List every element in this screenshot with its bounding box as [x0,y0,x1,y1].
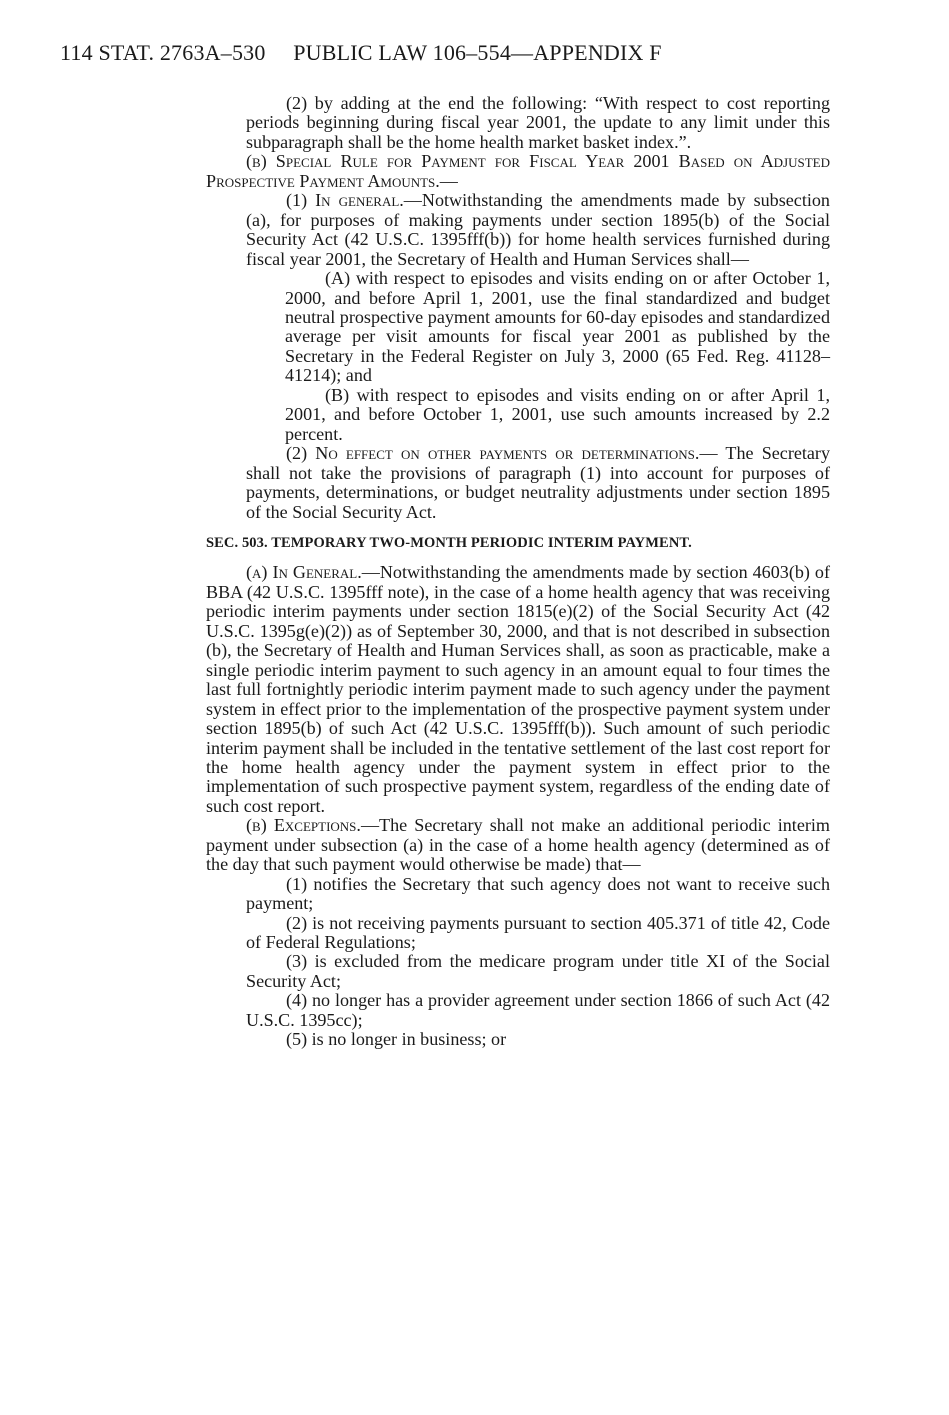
subsection-b-exceptions [206,816,830,874]
subsection-a-in-general [206,563,830,816]
exceptions-label: (b) Exceptions. [246,815,361,836]
paragraph-2-text: — The Secretary shall not take the provisions of paragraph (1) into account for purposes of payments, determinations, or budget neutrality adjustments under section 1895 of the Social Security Act. [246,443,830,522]
paragraph-1-in-general [206,191,830,269]
subsection-a-label: (a) In General. [246,562,362,583]
exception-3: (3) is excluded from the medicare program under title XI of the Social Security Act; [246,951,830,991]
exceptions-text: —The Secretary shall not make an additional periodic interim payment under subsection (a) in the case of a home health agency (determined as of the day that such payment would otherwise be made) that— [206,815,830,875]
paragraph-1-text: —Notwithstanding the amendments made by subsection (a), for purposes of making payments under section 1895(b) of the Social Security Act (42 U.S.C. 1395fff(b)) for home health services furnished during fiscal year 2001, the Secretary of Health and Human Services shall— [246,190,830,269]
exception-4: (4) no longer has a provider agreement under section 1866 of such Act (42 U.S.C. 1395cc); [246,990,830,1030]
paragraph-1-label: (1) In general. [286,190,404,211]
running-header [60,40,662,66]
exception-5: (5) is no longer in business; or [286,1029,507,1050]
body-text [206,94,830,1050]
exception-2: (2) is not receiving payments pursuant to section 405.371 of title 42, Code of Federal Regulations; [246,912,830,953]
public-law-title: PUBLIC LAW 106–554—APPENDIX F [293,40,662,65]
section-503-heading: SEC. 503. TEMPORARY TWO-MONTH PERIODIC INTERIM PAYMENT. [206,534,692,551]
exception-1: (1) notifies the Secretary that such agency does not want to receive such payment; [246,873,830,914]
subparagraph-a: (A) with respect to episodes and visits ending on or after October 1, 2000, and before April 1, 2001, use the final standardized and budget neutral prospective payment amounts for 60-day episodes and standardized average per visit amounts for fiscal year 2001 as published by the Secretary in the Federal Register on July 3, 2000 (65 Fed. Reg. 41128–41214); and [285,268,830,386]
subsection-b-heading [206,152,830,191]
statute-citation: 114 STAT. 2763A–530 [60,40,266,65]
paragraph-2-amendment: (2) by adding at the end the following: “With respect to cost reporting periods beginning during fiscal year 2001, the update to any limit under this subparagraph shall be the home health market basket index.”. [246,93,830,152]
paragraph-2-label: (2) No effect on other payments or determinations. [286,443,700,464]
subparagraph-b: (B) with respect to episodes and visits ending on or after April 1, 2001, and before October 1, 2001, use such amounts increased by 2.2 percent. [285,384,830,444]
subsection-a-text: —Notwithstanding the amendments made by section 4603(b) of BBA (42 U.S.C. 1395fff note), in the case of a home health agency that was receiving periodic interim payments under section 1815(e)(2) of the Social Security Act (42 U.S.C. 1395g(e)(2)) as of September 30, 2000, and that is not described in subsection (b), the Secretary of Health and Human Services shall, as soon as practicable, make a single periodic interim payment to such agency in an amount equal to four times the last full fortnightly periodic interim payment made to such agency under the payment system in effect prior to the implementation of the prospective payment system under section 1895(b) of such Act (42 U.S.C. 1395fff(b)). Such amount of such periodic interim payment shall be included in the tentative settlement of the last cost report for the home health agency under the payment system in effect prior to the implementation of such prospective payment system, regardless of the ending date of such cost report. [206,562,830,816]
paragraph-2-no-effect [206,444,830,522]
subsection-b-label: (b) Special Rule for Payment for Fiscal Year 2001 Based on Adjusted Prospective Payment Amounts.— [206,151,830,191]
